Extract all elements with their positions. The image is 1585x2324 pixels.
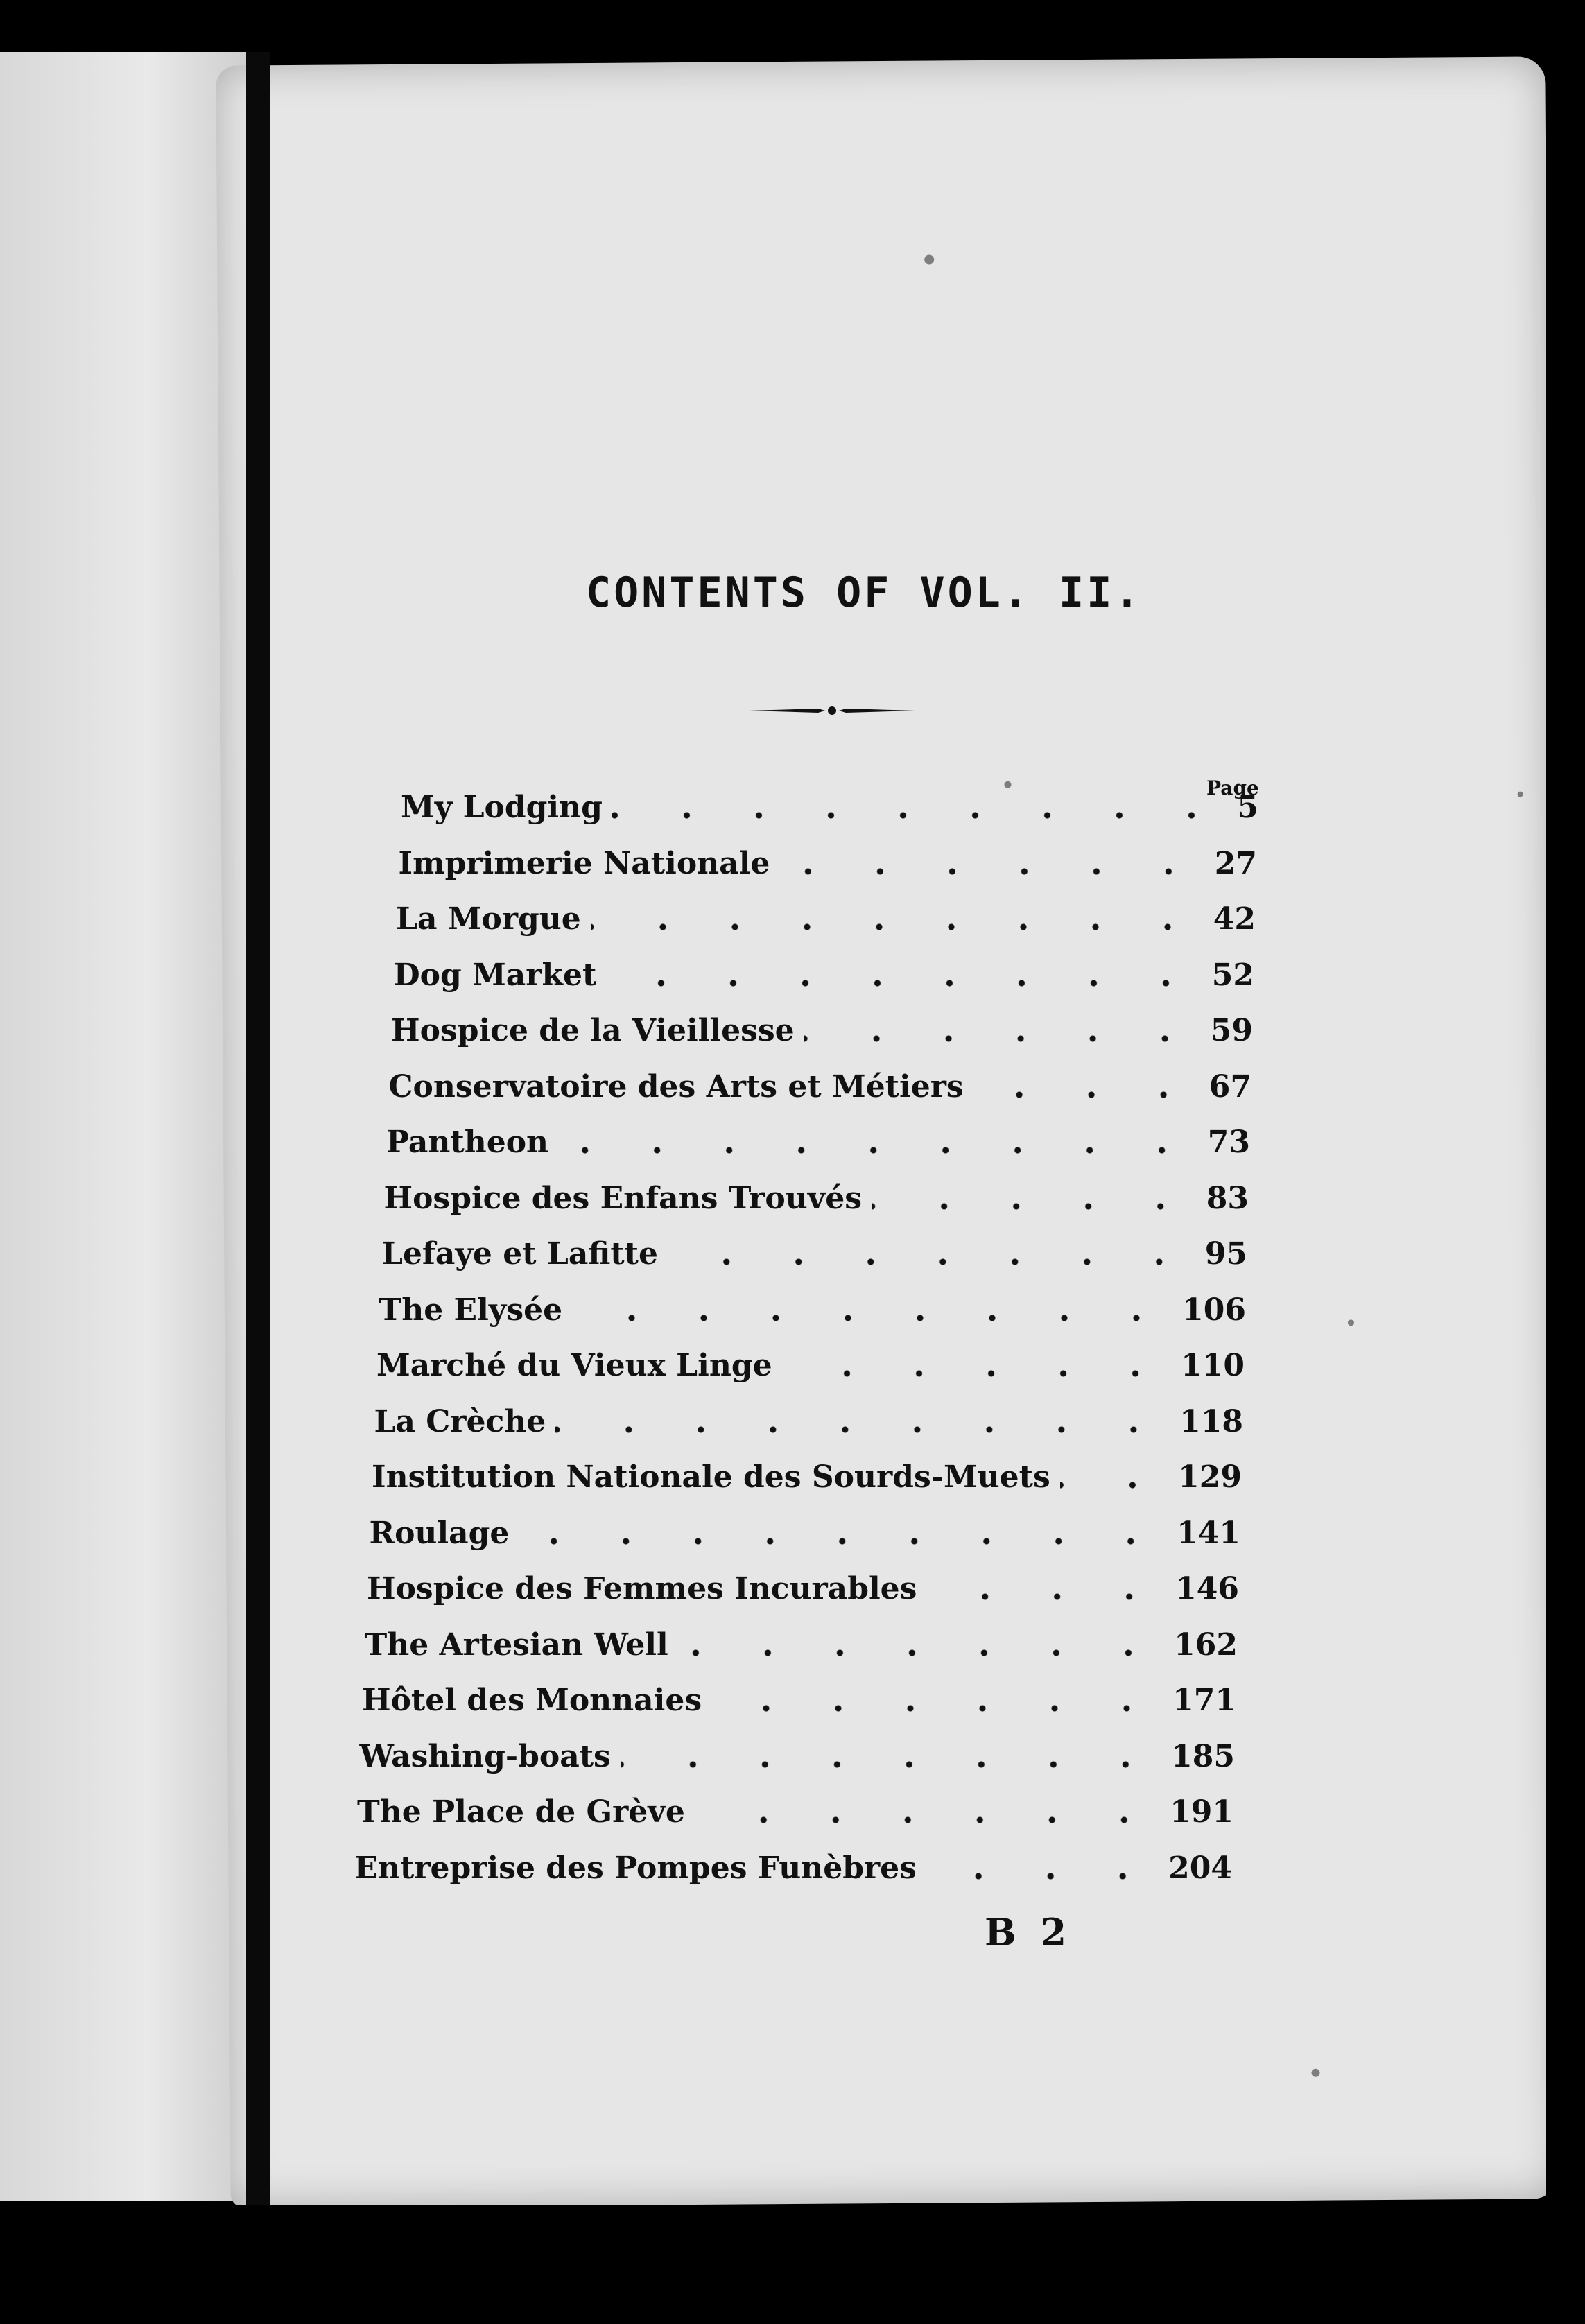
toc-entry-page: 118 [1179, 1403, 1243, 1439]
dot-leader [668, 1258, 1195, 1266]
scan-border-bottom [0, 2205, 1585, 2324]
toc-entry-page: 52 [1211, 957, 1254, 993]
toc-entry-title: Hospice de la Vieillesse [391, 1013, 795, 1048]
page-column-header: Page [1206, 777, 1259, 799]
signature-mark: B 2 [985, 1910, 1073, 1954]
toc-entry [370, 1502, 1241, 1551]
dot-leader [572, 1314, 1172, 1322]
toc-entry-page: 162 [1174, 1627, 1238, 1663]
dot-leader [711, 1704, 1163, 1712]
toc-entry [396, 888, 1256, 937]
toc-entry-title: The Elysée [379, 1292, 563, 1328]
toc-entry-page: 171 [1172, 1683, 1236, 1718]
toc-entry-title: Marché du Vieux Linge [376, 1348, 772, 1383]
toc-entry [376, 1335, 1245, 1383]
dot-leader [1060, 1481, 1168, 1489]
toc-entry [399, 833, 1258, 881]
toc-entry [365, 1614, 1238, 1663]
dot-leader [695, 1816, 1160, 1824]
dot-leader [621, 1760, 1161, 1769]
dot-leader [612, 811, 1227, 820]
dot-leader [926, 1872, 1159, 1880]
toc-entry-page: 67 [1209, 1068, 1251, 1104]
toc-entry-title: My Lodging [401, 790, 603, 825]
toc-entry-title: La Crèche [374, 1403, 546, 1439]
toc-entry [389, 1056, 1252, 1104]
toc-entry-title: Pantheon [386, 1125, 549, 1160]
dot-leader [926, 1593, 1166, 1601]
toc-entry-title: Entreprise des Pompes Funèbres [354, 1850, 917, 1886]
toc-entry [379, 1279, 1247, 1328]
toc-entry-title: Hospice des Enfans Trouvés [383, 1180, 863, 1216]
toc-entry-title: The Place de Grève [357, 1794, 685, 1830]
toc-entry [391, 1000, 1253, 1048]
toc-entry [384, 1168, 1249, 1216]
toc-entry-page: 146 [1175, 1571, 1239, 1606]
toc-entry-page: 110 [1181, 1348, 1245, 1383]
toc-entry-page: 129 [1178, 1459, 1242, 1495]
toc-entry-page: 59 [1210, 1013, 1253, 1048]
toc-entry [372, 1446, 1242, 1495]
dot-leader [606, 979, 1202, 987]
toc-entry-page: 141 [1177, 1515, 1240, 1551]
toc-entry-page: 42 [1213, 901, 1256, 937]
toc-entry [367, 1558, 1239, 1606]
toc-entry-page: 73 [1207, 1125, 1250, 1160]
toc-entry-title: Lefaye et Lafitte [381, 1236, 658, 1272]
toc-entry-title: Washing-boats [359, 1738, 611, 1774]
toc-entry-page: 27 [1214, 845, 1257, 881]
toc-entry-page: 95 [1204, 1236, 1247, 1272]
toc-entry-title: Imprimerie Nationale [398, 845, 770, 881]
dot-leader [804, 1034, 1201, 1043]
page-title: CONTENTS OF VOL. II. [586, 569, 1143, 617]
toc-entry-page: 83 [1206, 1180, 1249, 1216]
toc-entry-page: 191 [1170, 1794, 1233, 1830]
toc-entry [374, 1391, 1244, 1439]
toc-entry [355, 1837, 1233, 1886]
toc-entry-title: Dog Market [393, 957, 597, 993]
toc-entry-page: 106 [1182, 1292, 1246, 1328]
toc-entry [394, 944, 1255, 993]
dot-leader [555, 1425, 1170, 1434]
dot-leader [519, 1537, 1167, 1545]
toc-entry-title: Roulage [369, 1515, 510, 1551]
toc-entry-title: Hospice des Femmes Incurables [367, 1571, 917, 1606]
toc-entry-title: The Artesian Well [364, 1627, 668, 1663]
dot-leader [591, 923, 1204, 931]
toc-entry [357, 1781, 1233, 1830]
dot-leader [558, 1146, 1198, 1154]
toc-entry [360, 1726, 1236, 1774]
toc-entry [362, 1670, 1236, 1718]
toc-entry-page: 5 [1237, 790, 1258, 825]
toc-entry-title: Conservatoire des Arts et Métiers [388, 1068, 964, 1104]
dot-leader [678, 1649, 1164, 1657]
toc-entry-page: 185 [1171, 1738, 1235, 1774]
toc-entry [381, 1223, 1247, 1272]
scan-border-right [1546, 0, 1585, 2324]
toc-entry [401, 777, 1258, 825]
toc-entry-title: La Morgue [396, 901, 581, 937]
toc-entry-page: 204 [1168, 1850, 1232, 1886]
toc-entry [386, 1111, 1250, 1160]
toc-entry-title: Institution Nationale des Sourds-Muets [372, 1459, 1050, 1495]
toc-entry-title: Hôtel des Monnaies [362, 1683, 702, 1718]
dot-leader [779, 867, 1204, 876]
dot-leader [782, 1369, 1172, 1378]
dot-leader [872, 1202, 1197, 1211]
dot-leader [973, 1091, 1199, 1099]
